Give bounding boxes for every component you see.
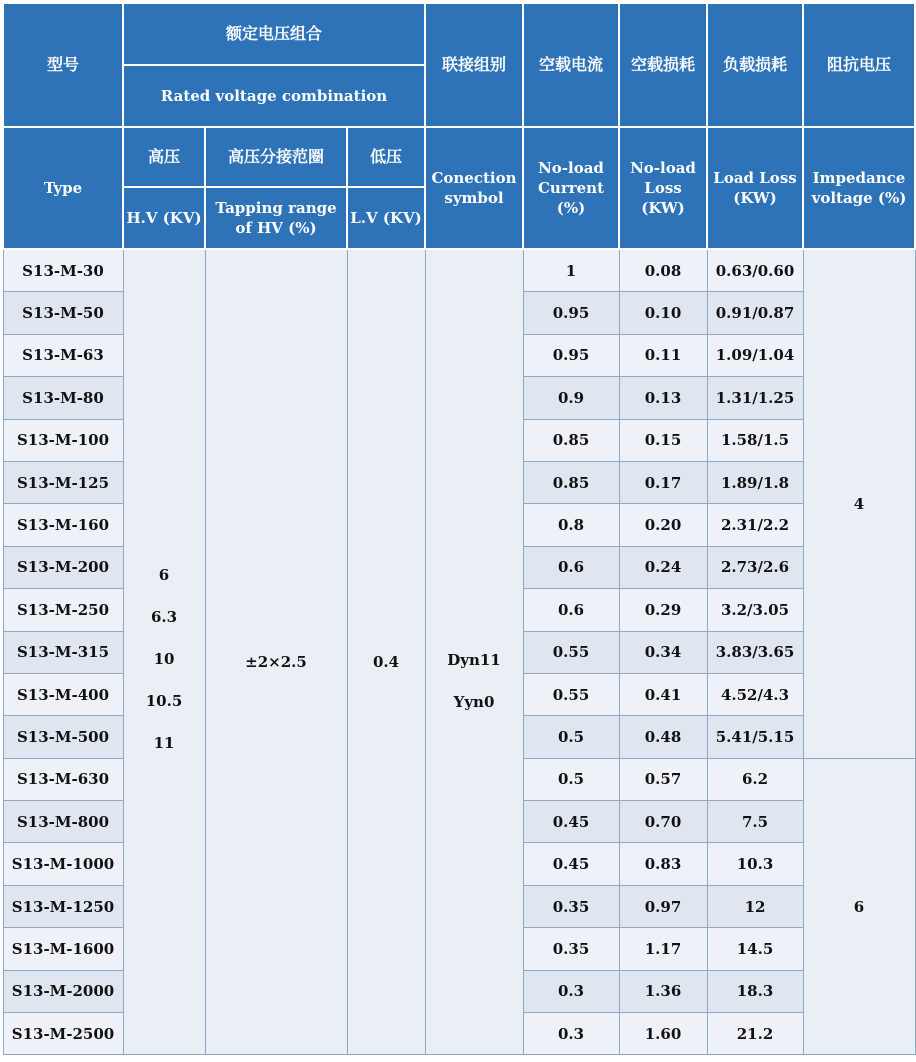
header-tap-en-line2: of HV (%) bbox=[235, 219, 317, 237]
no-load-loss-cell: 0.97 bbox=[619, 885, 707, 927]
header-nll-en-line1: No-load bbox=[630, 158, 696, 177]
no-load-loss-cell: 1.60 bbox=[619, 1013, 707, 1055]
type-cell: S13-M-1600 bbox=[3, 928, 123, 970]
table-body bbox=[3, 249, 915, 1055]
no-load-current-cell: 0.55 bbox=[523, 673, 619, 715]
hv-value: 6.3 bbox=[150, 608, 178, 627]
load-loss-cell: 5.41/5.15 bbox=[707, 716, 803, 758]
load-loss-cell: 21.2 bbox=[707, 1013, 803, 1055]
type-cell: S13-M-315 bbox=[3, 631, 123, 673]
header-nlc-cn: 空载电流 bbox=[523, 3, 619, 127]
hv-values-cell bbox=[123, 249, 205, 1055]
no-load-current-cell: 0.45 bbox=[523, 801, 619, 843]
header-ll-en-line2: (KW) bbox=[733, 189, 777, 207]
no-load-current-cell: 1 bbox=[523, 249, 619, 292]
no-load-current-cell: 0.3 bbox=[523, 970, 619, 1012]
no-load-loss-cell: 0.34 bbox=[619, 631, 707, 673]
no-load-loss-cell: 0.48 bbox=[619, 716, 707, 758]
header-conn-en bbox=[425, 127, 523, 249]
load-loss-cell: 6.2 bbox=[707, 758, 803, 800]
type-cell: S13-M-1000 bbox=[3, 843, 123, 885]
connection-value: Yyn0 bbox=[453, 693, 495, 712]
header-imp-en-line2: voltage (%) bbox=[811, 189, 907, 207]
header-voltage-combo-en: Rated voltage combination bbox=[123, 65, 425, 127]
no-load-loss-cell: 0.41 bbox=[619, 673, 707, 715]
load-loss-cell: 2.73/2.6 bbox=[707, 546, 803, 588]
no-load-loss-cell: 0.20 bbox=[619, 504, 707, 546]
header-type-cn: 型号 bbox=[3, 3, 123, 127]
spec-table bbox=[2, 2, 916, 1055]
hv-value: 10.5 bbox=[145, 692, 183, 711]
no-load-loss-cell: 1.17 bbox=[619, 928, 707, 970]
type-cell: S13-M-63 bbox=[3, 334, 123, 376]
type-cell: S13-M-30 bbox=[3, 249, 123, 292]
header-conn-en-line1: Conection bbox=[431, 168, 517, 187]
no-load-loss-cell: 0.10 bbox=[619, 292, 707, 334]
load-loss-cell: 2.31/2.2 bbox=[707, 504, 803, 546]
header-nll-cn: 空载损耗 bbox=[619, 3, 707, 127]
type-cell: S13-M-630 bbox=[3, 758, 123, 800]
no-load-loss-cell: 0.15 bbox=[619, 419, 707, 461]
header-nll-en bbox=[619, 127, 707, 249]
no-load-loss-cell: 0.24 bbox=[619, 546, 707, 588]
type-cell: S13-M-1250 bbox=[3, 885, 123, 927]
no-load-current-cell: 0.6 bbox=[523, 589, 619, 631]
load-loss-cell: 12 bbox=[707, 885, 803, 927]
load-loss-cell: 1.09/1.04 bbox=[707, 334, 803, 376]
table-header bbox=[3, 3, 915, 249]
no-load-current-cell: 0.55 bbox=[523, 631, 619, 673]
load-loss-cell: 14.5 bbox=[707, 928, 803, 970]
load-loss-cell: 3.2/3.05 bbox=[707, 589, 803, 631]
load-loss-cell: 1.58/1.5 bbox=[707, 419, 803, 461]
no-load-current-cell: 0.95 bbox=[523, 334, 619, 376]
no-load-current-cell: 0.8 bbox=[523, 504, 619, 546]
header-nlc-en-line2: Current bbox=[537, 178, 605, 197]
load-loss-cell: 18.3 bbox=[707, 970, 803, 1012]
header-conn-cn: 联接组别 bbox=[425, 3, 523, 127]
no-load-current-cell: 0.95 bbox=[523, 292, 619, 334]
no-load-current-cell: 0.85 bbox=[523, 461, 619, 503]
type-cell: S13-M-400 bbox=[3, 673, 123, 715]
load-loss-cell: 3.83/3.65 bbox=[707, 631, 803, 673]
load-loss-cell: 1.31/1.25 bbox=[707, 377, 803, 419]
no-load-loss-cell: 0.13 bbox=[619, 377, 707, 419]
type-cell: S13-M-50 bbox=[3, 292, 123, 334]
no-load-loss-cell: 0.08 bbox=[619, 249, 707, 292]
type-cell: S13-M-80 bbox=[3, 377, 123, 419]
type-cell: S13-M-250 bbox=[3, 589, 123, 631]
header-nll-en-line3: (KW) bbox=[641, 199, 685, 218]
load-loss-cell: 0.91/0.87 bbox=[707, 292, 803, 334]
header-voltage-combo-cn: 额定电压组合 bbox=[123, 3, 425, 65]
header-nlc-en-line1: No-load bbox=[538, 158, 604, 177]
hv-spacer bbox=[124, 250, 205, 554]
type-cell: S13-M-2000 bbox=[3, 970, 123, 1012]
header-conn-en-line2: symbol bbox=[444, 189, 504, 207]
connection-spacer bbox=[426, 250, 523, 639]
header-hv-en: H.V (KV) bbox=[123, 187, 205, 249]
header-imp-cn: 阻抗电压 bbox=[803, 3, 915, 127]
no-load-loss-cell: 1.36 bbox=[619, 970, 707, 1012]
load-loss-cell: 10.3 bbox=[707, 843, 803, 885]
no-load-current-cell: 0.5 bbox=[523, 716, 619, 758]
header-imp-en-line1: Impedance bbox=[812, 168, 906, 187]
no-load-current-cell: 0.45 bbox=[523, 843, 619, 885]
load-loss-cell: 1.89/1.8 bbox=[707, 461, 803, 503]
header-nlc-en-line3: (%) bbox=[556, 199, 586, 218]
type-cell: S13-M-200 bbox=[3, 546, 123, 588]
header-tap-cn: 高压分接范圈 bbox=[205, 127, 347, 187]
header-lv-cn: 低压 bbox=[347, 127, 425, 187]
header-tap-en-line1: Tapping range bbox=[215, 198, 337, 217]
type-cell: S13-M-125 bbox=[3, 461, 123, 503]
hv-value: 6 bbox=[158, 566, 170, 585]
impedance-group1-cell: 4 bbox=[803, 249, 915, 758]
header-ll-en bbox=[707, 127, 803, 249]
hv-value: 10 bbox=[153, 650, 175, 669]
no-load-current-cell: 0.35 bbox=[523, 885, 619, 927]
header-ll-en-line1: Load Loss bbox=[713, 168, 797, 187]
no-load-loss-cell: 0.29 bbox=[619, 589, 707, 631]
header-imp-en bbox=[803, 127, 915, 249]
header-nlc-en bbox=[523, 127, 619, 249]
tap-range-cell: ±2×2.5 bbox=[205, 249, 347, 1055]
type-cell: S13-M-500 bbox=[3, 716, 123, 758]
hv-value: 11 bbox=[153, 734, 175, 753]
lv-value-cell: 0.4 bbox=[347, 249, 425, 1055]
header-type-en: Type bbox=[3, 127, 123, 249]
no-load-loss-cell: 0.17 bbox=[619, 461, 707, 503]
no-load-loss-cell: 0.70 bbox=[619, 801, 707, 843]
connection-value: Dyn11 bbox=[447, 651, 501, 670]
header-lv-en: L.V (KV) bbox=[347, 187, 425, 249]
type-cell: S13-M-800 bbox=[3, 801, 123, 843]
type-cell: S13-M-100 bbox=[3, 419, 123, 461]
no-load-current-cell: 0.6 bbox=[523, 546, 619, 588]
load-loss-cell: 4.52/4.3 bbox=[707, 673, 803, 715]
no-load-current-cell: 0.85 bbox=[523, 419, 619, 461]
no-load-current-cell: 0.35 bbox=[523, 928, 619, 970]
impedance-group2-cell: 6 bbox=[803, 758, 915, 1055]
no-load-loss-cell: 0.83 bbox=[619, 843, 707, 885]
header-ll-cn: 负载损耗 bbox=[707, 3, 803, 127]
no-load-loss-cell: 0.11 bbox=[619, 334, 707, 376]
load-loss-cell: 0.63/0.60 bbox=[707, 249, 803, 292]
type-cell: S13-M-2500 bbox=[3, 1013, 123, 1055]
header-nll-en-line2: Loss bbox=[644, 178, 682, 197]
type-cell: S13-M-160 bbox=[3, 504, 123, 546]
connection-symbol-cell bbox=[425, 249, 523, 1055]
no-load-current-cell: 0.3 bbox=[523, 1013, 619, 1055]
header-hv-cn: 高压 bbox=[123, 127, 205, 187]
header-tap-en bbox=[205, 187, 347, 249]
no-load-current-cell: 0.9 bbox=[523, 377, 619, 419]
table-row bbox=[3, 249, 915, 292]
no-load-loss-cell: 0.57 bbox=[619, 758, 707, 800]
load-loss-cell: 7.5 bbox=[707, 801, 803, 843]
no-load-current-cell: 0.5 bbox=[523, 758, 619, 800]
